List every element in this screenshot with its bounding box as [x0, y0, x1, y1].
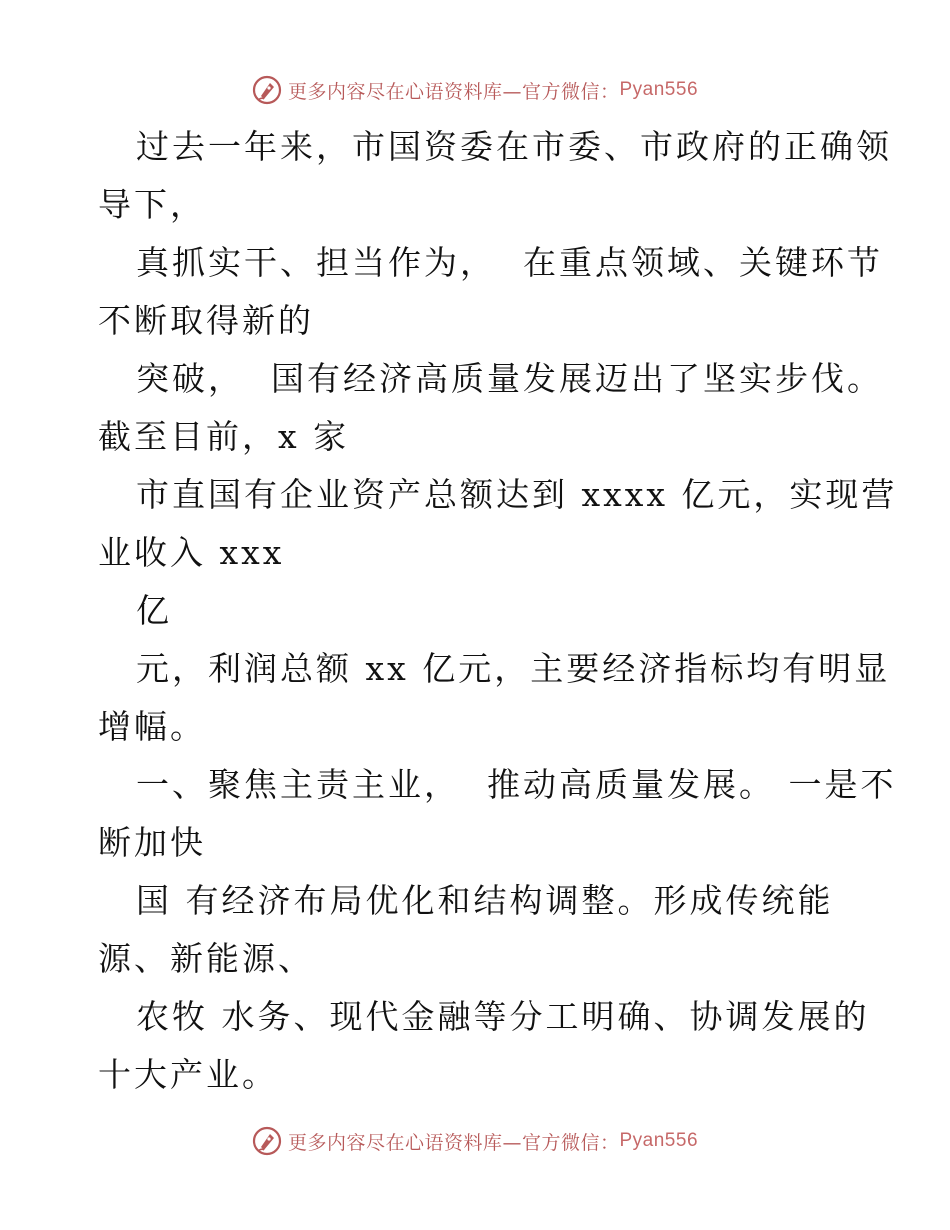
pen-nib-logo-icon	[252, 1126, 282, 1156]
text-line: 一、聚焦主责主业， 推动高质量发展。 一是不	[136, 765, 897, 804]
text-line: 元，利润总额 xx 亿元，主要经济指标均有明显	[136, 649, 891, 688]
footer-watermark	[0, 1121, 950, 1161]
text-line: 真抓实干、担当作为， 在重点领域、关键环节	[136, 243, 883, 282]
watermark-handle: Pyan556	[619, 1130, 699, 1151]
text-line: 业收入 xxx	[98, 533, 285, 572]
pen-nib-logo-icon	[252, 75, 282, 105]
text-line: 断加快	[98, 823, 206, 862]
watermark-text: 更多内容尽在心语资料库—官方微信：	[287, 1131, 620, 1154]
text-line: 截至目前，x 家	[98, 417, 350, 456]
text-line: 导下，	[98, 185, 206, 224]
text-line: 农牧 水务、现代金融等分工明确、协调发展的	[136, 997, 870, 1036]
text-line: 增幅。	[98, 707, 206, 746]
text-line: 市直国有企业资产总额达到 xxxx 亿元，实现营	[136, 475, 898, 514]
text-line: 十大产业。	[98, 1055, 278, 1094]
text-line: 亿	[136, 591, 172, 630]
text-line: 过去一年来，市国资委在市委、市政府的正确领	[136, 127, 892, 166]
text-line: 不断取得新的	[98, 301, 314, 340]
text-line: 突破， 国有经济高质量发展迈出了坚实步伐。	[136, 359, 883, 398]
watermark-handle: Pyan556	[619, 79, 699, 100]
document-body	[98, 118, 898, 1104]
text-line: 源、新能源、	[98, 939, 314, 978]
text-line: 国 有经济布局优化和结构调整。形成传统能	[136, 881, 834, 920]
header-watermark	[0, 70, 950, 110]
watermark-text: 更多内容尽在心语资料库—官方微信：	[287, 80, 620, 103]
